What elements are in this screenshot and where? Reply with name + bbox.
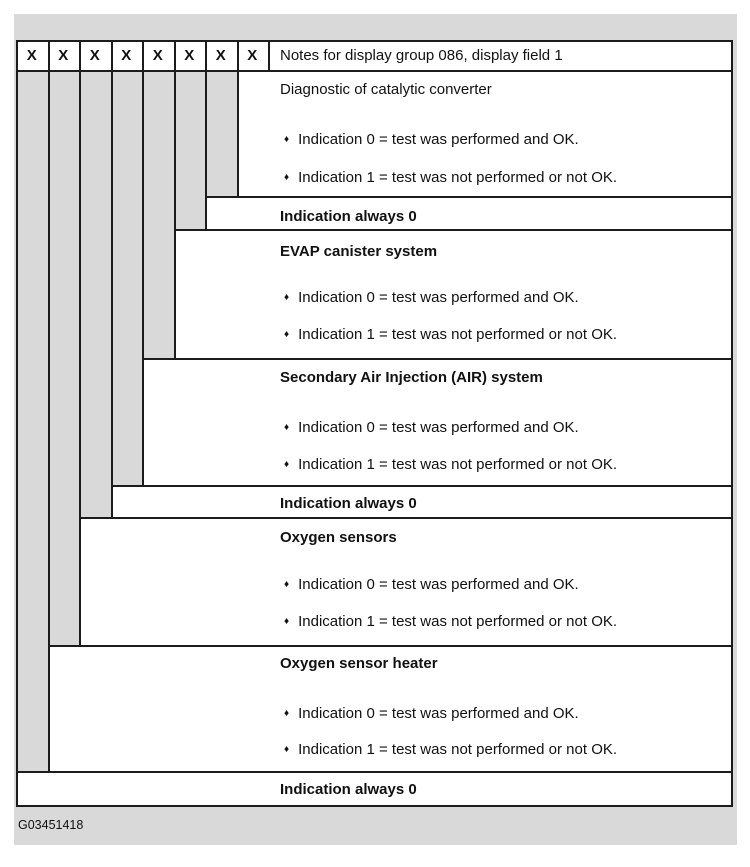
section-8-title: Indication always 0 [280,781,417,798]
column-connector-line [16,70,18,773]
bullet-item [284,131,579,149]
column-connector-line [174,70,176,231]
header-cell-divider [268,40,270,72]
section-2-title: Indication always 0 [280,208,417,225]
bullet-text: Indication 1 = test was not performed or not OK. [298,456,618,473]
header-title: Notes for display group 086, display field 1 [280,47,563,64]
bit-mark-3: X [89,47,100,64]
bit-mark-2: X [58,47,69,64]
column-connector-line [111,70,113,487]
bit-mark-8: X [247,47,258,64]
figure-id: G03451418 [18,818,84,832]
bullet-text: Indication 1 = test was not performed or not OK. [298,741,618,758]
bullet-text: Indication 0 = test was performed and OK. [298,131,579,148]
bit-mark-4: X [121,47,132,64]
bullet-text: Indication 0 = test was performed and OK. [298,419,579,436]
section-5-title: Indication always 0 [280,495,417,512]
bullet-item [284,169,617,187]
section-3-title: EVAP canister system [280,243,438,260]
bullet-item [284,456,617,474]
bullet-text: Indication 0 = test was performed and OK. [298,576,579,593]
bullet-item [284,705,579,723]
diamond-bullet-icon: ♦ [284,422,290,433]
section-1-title: Diagnostic of catalytic converter [280,81,492,98]
column-connector-line [205,70,207,198]
bullet-text: Indication 1 = test was not performed or not OK. [298,169,618,186]
bullet-item [284,741,617,759]
diamond-bullet-icon: ♦ [284,134,290,145]
bullet-text: Indication 0 = test was performed and OK. [298,289,579,306]
column-connector-line [79,70,81,519]
diamond-bullet-icon: ♦ [284,292,290,303]
diamond-bullet-icon: ♦ [284,172,290,183]
bit-mark-6: X [184,47,195,64]
bit-mark-7: X [215,47,226,64]
bullet-text: Indication 1 = test was not performed or not OK. [298,613,618,630]
bullet-item [284,613,617,631]
diamond-bullet-icon: ♦ [284,329,290,340]
section-7-title: Oxygen sensor heater [280,655,438,672]
bullet-item [284,289,579,307]
diamond-bullet-icon: ♦ [284,744,290,755]
diamond-bullet-icon: ♦ [284,708,290,719]
bullet-item [284,576,579,594]
diamond-bullet-icon: ♦ [284,616,290,627]
bullet-item [284,326,617,344]
bullet-text: Indication 0 = test was performed and OK. [298,705,579,722]
section-4-title: Secondary Air Injection (AIR) system [280,369,543,386]
bullet-text: Indication 1 = test was not performed or not OK. [298,326,618,343]
diamond-bullet-icon: ♦ [284,459,290,470]
bit-mark-1: X [26,47,37,64]
diamond-bullet-icon: ♦ [284,579,290,590]
section-box-5 [111,485,734,519]
column-connector-line [48,70,50,647]
column-connector-line [142,70,144,360]
bit-mark-5: X [152,47,163,64]
section-6-title: Oxygen sensors [280,529,397,546]
bullet-item [284,419,579,437]
